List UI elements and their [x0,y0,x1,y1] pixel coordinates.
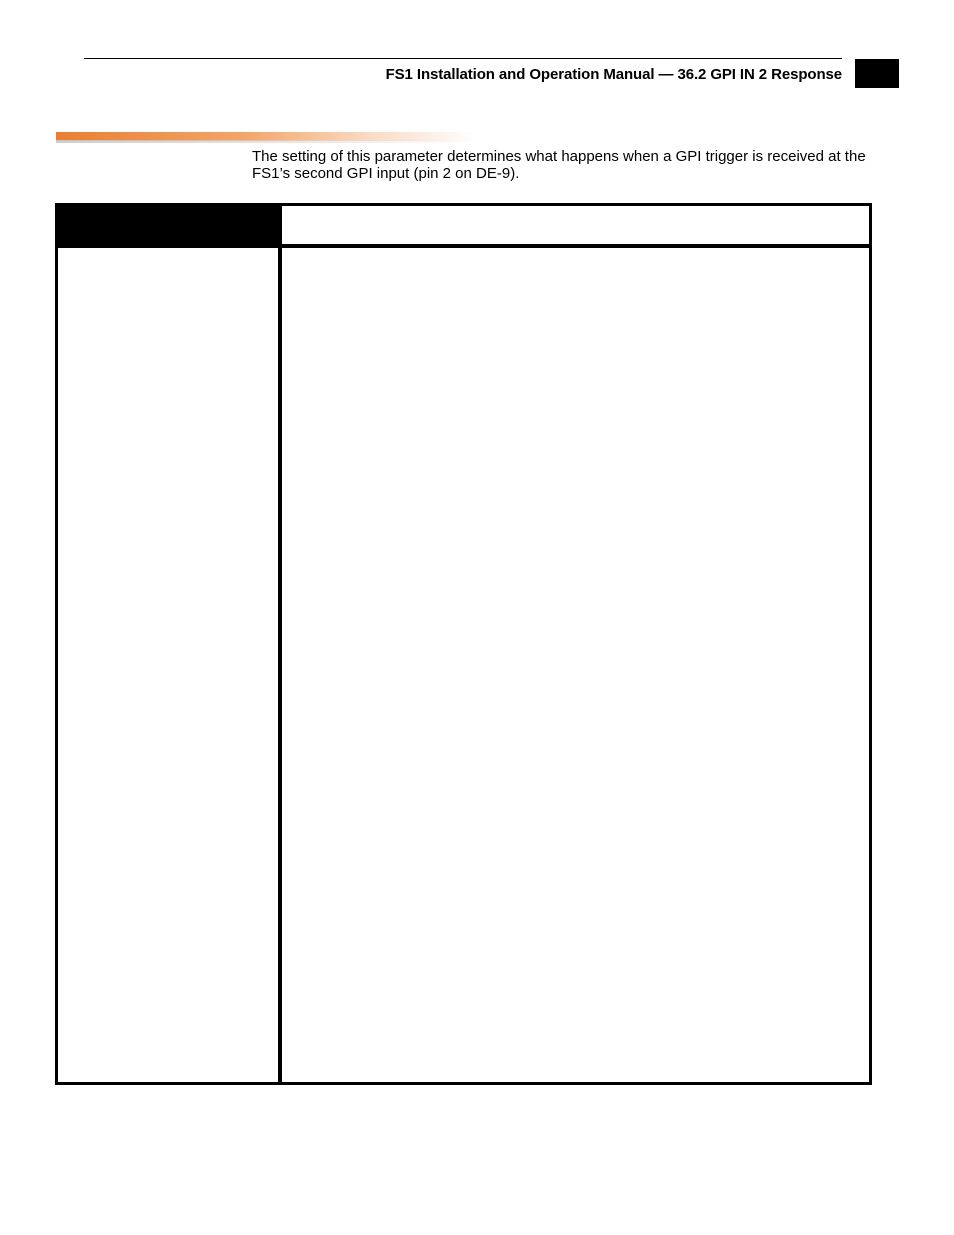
page-header-title: FS1 Installation and Operation Manual — 36.2 GPI IN 2 Response [385,66,842,83]
section-accent-shadow [56,140,476,143]
table-column-divider [278,206,282,1082]
table-header-left-cell [58,206,281,244]
page-number-tab [855,59,899,88]
parameter-table [55,203,872,1085]
intro-paragraph: The setting of this parameter determines what happens when a GPI trigger is received at the FS1’s second GPI input (pin 2 on DE-9). [252,148,866,182]
table-header-divider [58,244,869,248]
table-header-right-cell [281,206,869,244]
header-rule [84,58,842,59]
